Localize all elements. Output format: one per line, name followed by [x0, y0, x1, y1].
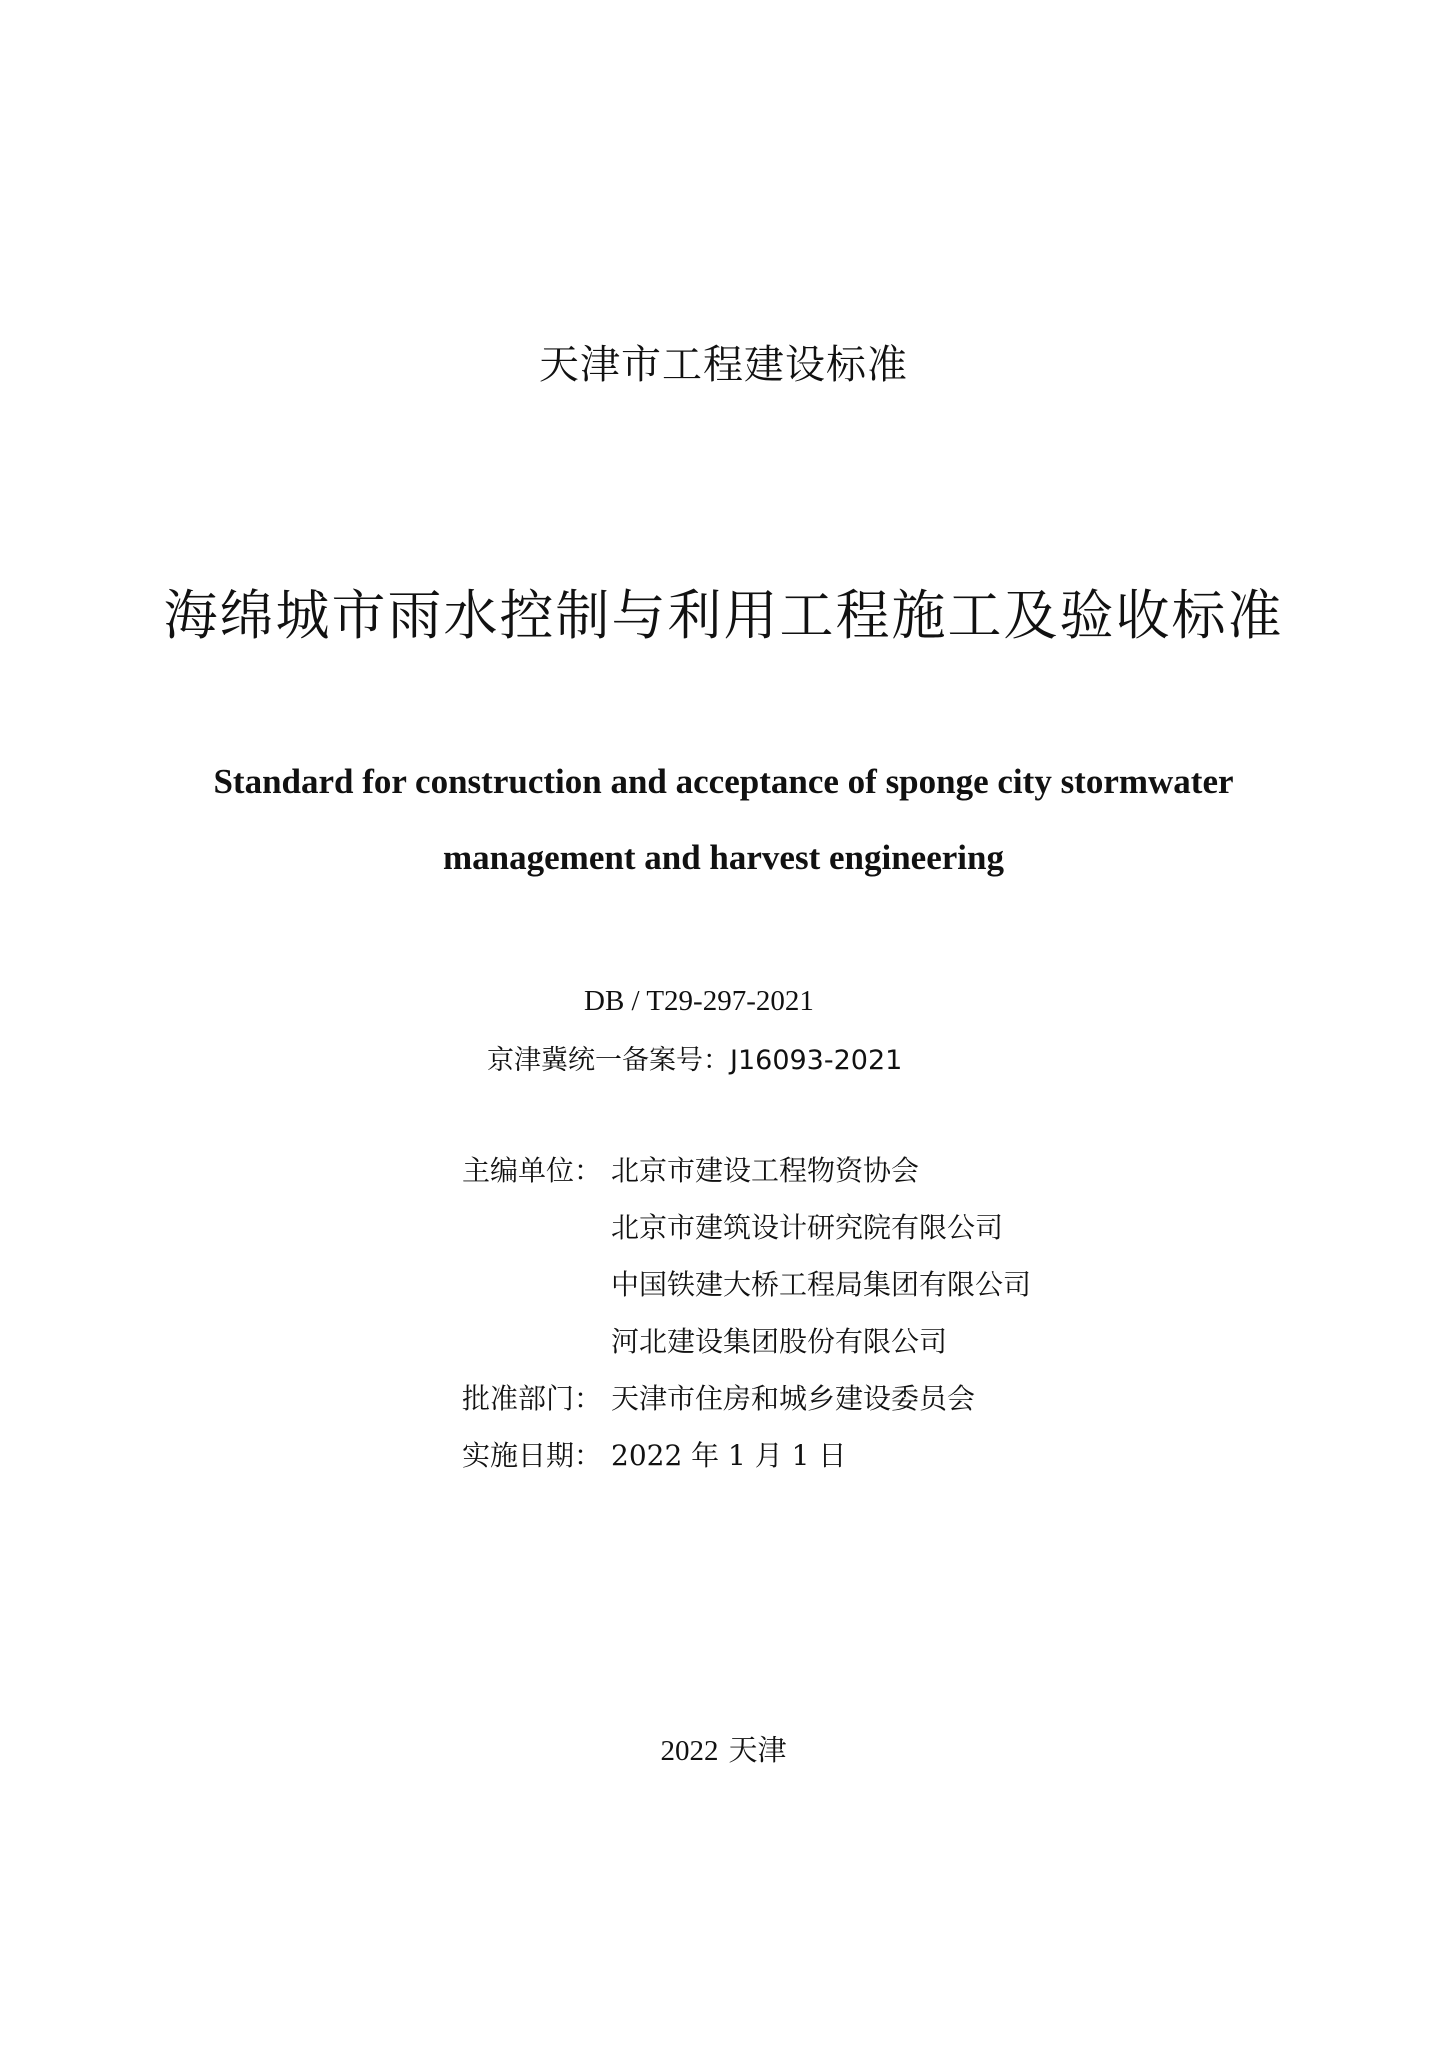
editor-unit: 北京市建设工程物资协会 [611, 1154, 920, 1187]
series-title: 天津市工程建设标准 [539, 342, 908, 388]
effective-date-label: 实施日期： [462, 1439, 603, 1472]
record-number: 京津冀统一备案号：J16093-2021 [487, 1045, 903, 1076]
document-title-cn: 海绵城市雨水控制与利用工程施工及验收标准 [163, 584, 1284, 647]
standard-code: DB / T29-297-2021 [584, 985, 814, 1017]
document-title-en-line2: management and harvest engineering [443, 838, 1004, 877]
edition-city: 天津 [728, 1733, 787, 1767]
document-title-en-line1: Standard for construction and acceptance of sponge city stormwater [213, 762, 1234, 801]
editors-label: 主编单位： [462, 1154, 603, 1187]
edition-line [0, 1728, 1447, 1769]
approval-value: 天津市住房和城乡建设委员会 [611, 1382, 976, 1415]
edition-year: 2022 [660, 1735, 719, 1767]
editor-unit: 河北建设集团股份有限公司 [611, 1325, 948, 1358]
editor-unit: 中国铁建大桥工程局集团有限公司 [611, 1268, 1032, 1301]
approval-label: 批准部门： [462, 1382, 603, 1415]
editor-unit: 北京市建筑设计研究院有限公司 [611, 1211, 1004, 1244]
effective-date-value: 2022 年 1 月 1 日 [611, 1439, 847, 1472]
